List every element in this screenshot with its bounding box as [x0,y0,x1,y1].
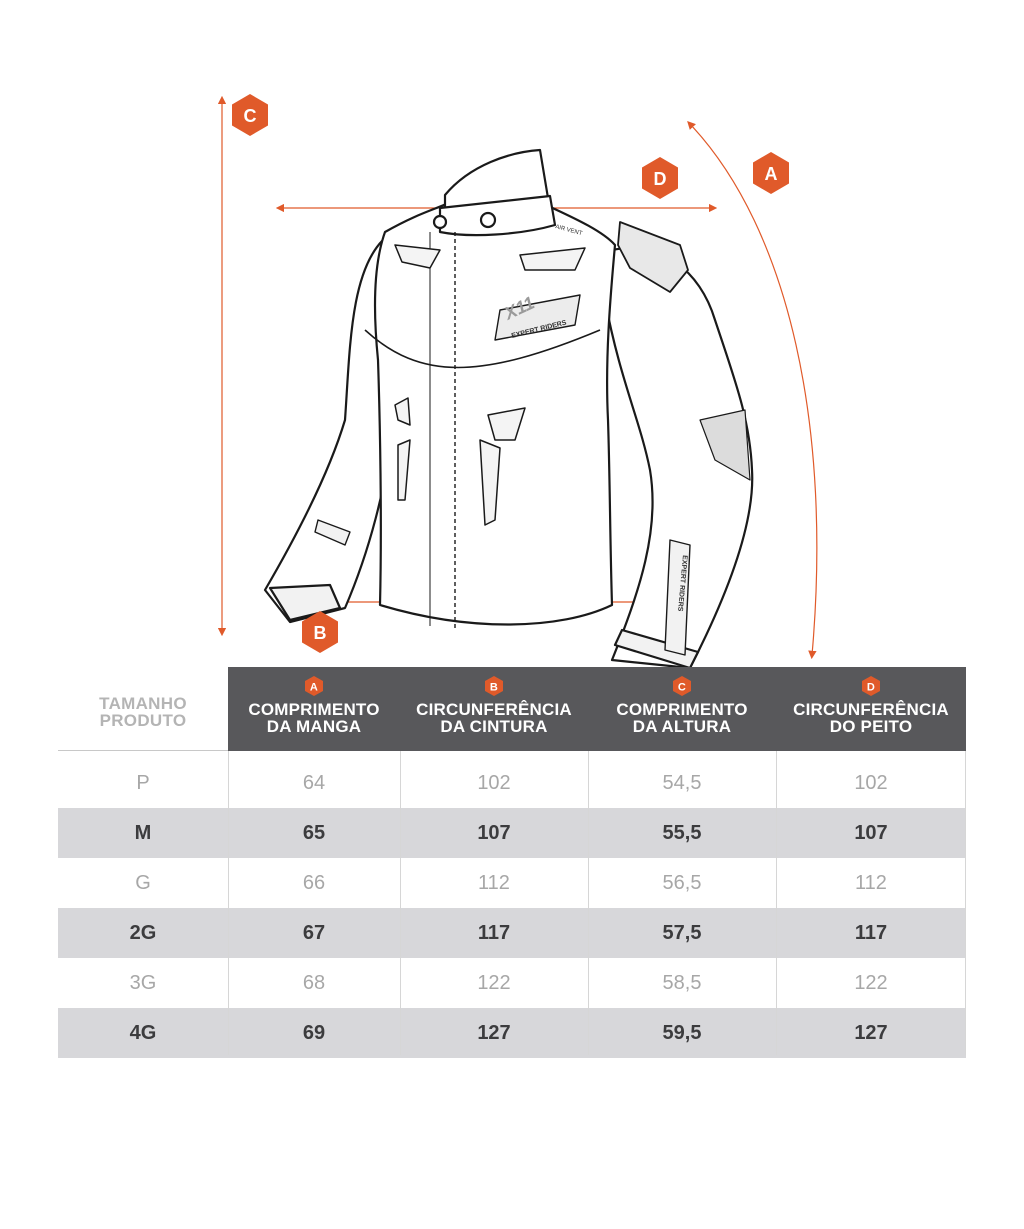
svg-text:A: A [764,164,778,184]
column-divider [588,751,589,1055]
size-header-line1: TAMANHO [99,694,187,713]
column-header-chest-circumference [776,667,966,751]
value-cell: 102 [854,772,888,794]
column-header-sleeve-length [228,667,400,751]
value-cell: 117 [854,922,888,944]
value-cell: 107 [854,822,888,844]
value-cell: 66 [302,872,326,894]
column-header-line2: DO PEITO [829,717,913,736]
value-cell: 54,5 [662,772,702,794]
column-header-line2: DA ALTURA [632,717,732,736]
column-divider [228,751,229,1055]
svg-text:B: B [489,681,499,694]
table-row [58,908,966,958]
size-cell: G [135,872,151,894]
value-cell: 68 [302,972,326,994]
value-cell: 127 [854,1022,888,1044]
value-cell: 64 [302,772,326,794]
value-cell: 112 [855,872,887,894]
column-header-line1: CIRCUNFERÊNCIA [793,700,949,719]
svg-text:C: C [243,106,257,126]
svg-text:D: D [866,681,876,694]
svg-text:D: D [653,169,667,189]
value-cell: 57,5 [662,922,702,944]
table-row [58,808,966,858]
svg-text:C: C [677,681,687,694]
jacket-logo-text: X11 [501,292,538,324]
column-header-line1: CIRCUNFERÊNCIA [416,700,572,719]
column-divider [400,751,401,1055]
column-header-line2: DA CINTURA [440,717,548,736]
value-cell: 122 [477,972,511,994]
size-cell: M [134,822,152,844]
column-header-line2: DA MANGA [266,717,362,736]
marker-c-icon [232,94,268,136]
table-row [58,758,966,808]
size-cell: P [136,772,150,794]
jacket-collar-text: AIR VENT [554,224,583,238]
value-cell: 65 [302,822,326,844]
size-cell: 3G [129,972,157,994]
svg-text:B: B [313,623,327,643]
value-cell: 112 [478,872,510,894]
value-cell: 69 [302,1022,326,1044]
svg-text:A: A [309,681,319,694]
size-chart-table [58,667,966,1058]
value-cell: 59,5 [662,1022,702,1044]
table-row [58,1008,966,1058]
size-cell: 2G [129,922,157,944]
value-cell: 55,5 [662,822,702,844]
column-divider [776,751,777,1055]
marker-a-small-icon [304,676,324,696]
marker-c-small-icon [672,676,692,696]
jacket-chest-text: EXPERT RIDERS [510,319,568,340]
value-cell: 67 [302,922,326,944]
value-cell: 127 [477,1022,511,1044]
column-divider [965,751,966,1055]
column-header-height-length [588,667,776,751]
table-header [58,667,966,751]
table-row [58,958,966,1008]
value-cell: 58,5 [662,972,702,994]
value-cell: 56,5 [662,872,702,894]
table-row [58,858,966,908]
marker-b-small-icon [484,676,504,696]
size-column-header [58,667,228,751]
marker-d-small-icon [861,676,881,696]
value-cell: 122 [854,972,888,994]
marker-a-icon [753,152,789,194]
column-header-line1: COMPRIMENTO [248,700,380,719]
value-cell: 107 [477,822,511,844]
value-cell: 117 [477,922,511,944]
jacket-sleeve-text: EXPERT RIDERS [676,554,688,612]
size-cell: 4G [129,1022,157,1044]
column-header-waist-circumference [400,667,588,751]
value-cell: 102 [477,772,511,794]
size-header-line2: PRODUTO [99,711,187,730]
marker-d-icon [642,157,678,199]
column-header-line1: COMPRIMENTO [616,700,748,719]
